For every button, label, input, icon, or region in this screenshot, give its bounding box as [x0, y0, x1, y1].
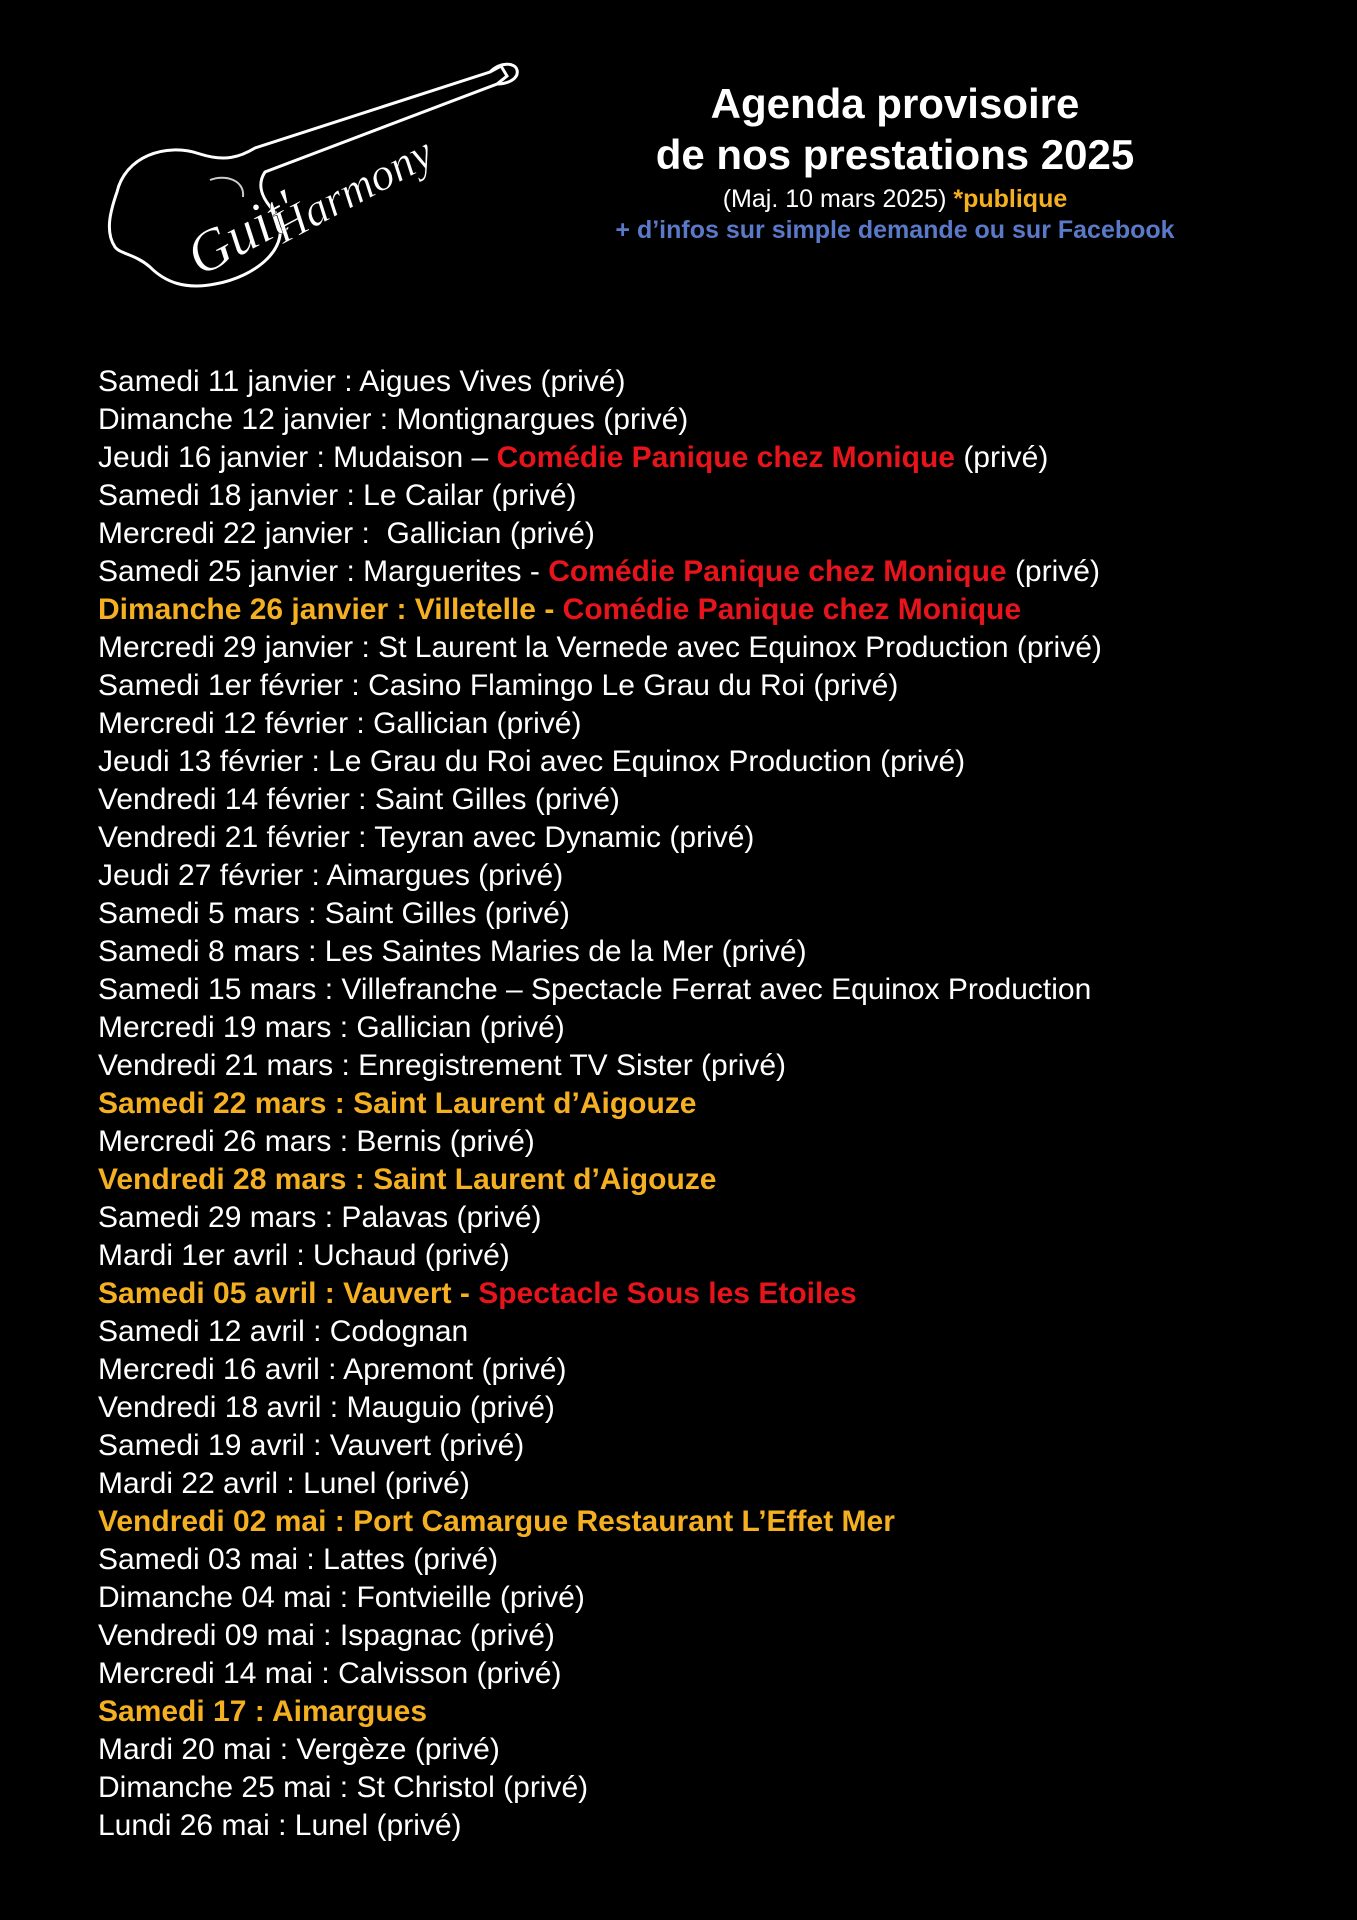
agenda-entry [98, 1579, 1338, 1617]
agenda-entry [98, 781, 1338, 819]
entry-text: Mercredi 26 mars : Bernis (privé) [98, 1125, 535, 1158]
agenda-entry-public [98, 1275, 1338, 1313]
entry-text: Samedi 18 janvier : Le Cailar (privé) [98, 479, 577, 512]
entry-text: Samedi 5 mars : Saint Gilles (privé) [98, 897, 570, 930]
agenda-entry [98, 553, 1338, 591]
agenda-entry [98, 1655, 1338, 1693]
entry-text: Samedi 05 avril : Vauvert - [98, 1277, 479, 1310]
agenda-list [98, 363, 1338, 1845]
entry-text: Jeudi 16 janvier : Mudaison – [98, 441, 497, 474]
entry-text: Samedi 29 mars : Palavas (privé) [98, 1201, 542, 1234]
entry-text: Vendredi 14 février : Saint Gilles (privé) [98, 783, 620, 816]
guitar-logo-icon [105, 62, 525, 312]
agenda-entry [98, 363, 1338, 401]
entry-text: Vendredi 21 février : Teyran avec Dynamic (privé) [98, 821, 755, 854]
agenda-entry [98, 819, 1338, 857]
entry-text: Samedi 19 avril : Vauvert (privé) [98, 1429, 525, 1462]
agenda-entry [98, 477, 1338, 515]
agenda-entry-public [98, 1693, 1338, 1731]
entry-text: Mercredi 16 avril : Apremont (privé) [98, 1353, 567, 1386]
entry-text: Mardi 22 avril : Lunel (privé) [98, 1467, 470, 1500]
agenda-entry [98, 933, 1338, 971]
agenda-entry [98, 1465, 1338, 1503]
entry-text: Mercredi 19 mars : Gallician (privé) [98, 1011, 565, 1044]
entry-text: Vendredi 28 mars : Saint Laurent d’Aigouze [98, 1163, 717, 1196]
agenda-entry [98, 1731, 1338, 1769]
agenda-entry [98, 1769, 1338, 1807]
entry-text: (privé) [1006, 555, 1100, 588]
agenda-entry [98, 667, 1338, 705]
entry-text: Mardi 1er avril : Uchaud (privé) [98, 1239, 510, 1272]
agenda-entry [98, 1807, 1338, 1845]
entry-text: Vendredi 02 mai : Port Camargue Restaurant L’Effet Mer [98, 1505, 895, 1538]
agenda-entry [98, 1123, 1338, 1161]
agenda-entry [98, 629, 1338, 667]
update-note [560, 184, 1230, 215]
entry-text: Dimanche 04 mai : Fontvieille (privé) [98, 1581, 585, 1614]
entry-text: Samedi 1er février : Casino Flamingo Le Grau du Roi (privé) [98, 669, 899, 702]
show-name: Comédie Panique chez Monique [562, 593, 1022, 626]
info-note: + d’infos sur simple demande ou sur Facebook [615, 216, 1175, 244]
agenda-entry [98, 401, 1338, 439]
entry-text: Samedi 15 mars : Villefranche – Spectacle Ferrat avec Equinox Production [98, 973, 1092, 1006]
agenda-entry [98, 1617, 1338, 1655]
show-name: Comédie Panique chez Monique [548, 555, 1007, 588]
entry-text: Mercredi 12 février : Gallician (privé) [98, 707, 582, 740]
agenda-entry [98, 1389, 1338, 1427]
entry-text: (privé) [954, 441, 1049, 474]
agenda-entry [98, 1047, 1338, 1085]
show-name: Spectacle Sous les Etoiles [478, 1277, 857, 1310]
entry-text: Samedi 11 janvier : Aigues Vives (privé) [98, 365, 626, 398]
entry-text: Mercredi 14 mai : Calvisson (privé) [98, 1657, 562, 1690]
entry-text: Mardi 20 mai : Vergèze (privé) [98, 1733, 500, 1766]
agenda-entry-public [98, 1161, 1338, 1199]
agenda-entry [98, 895, 1338, 933]
agenda-entry-public [98, 591, 1338, 629]
entry-text: Mercredi 29 janvier : St Laurent la Vernede avec Equinox Production (privé) [98, 631, 1102, 664]
logo-text-harmony: Harmony [263, 126, 442, 253]
agenda-entry [98, 1009, 1338, 1047]
entry-text: Vendredi 21 mars : Enregistrement TV Sister (privé) [98, 1049, 787, 1082]
entry-text: Vendredi 09 mai : Ispagnac (privé) [98, 1619, 555, 1652]
entry-text: Samedi 25 janvier : Marguerites - [98, 555, 549, 588]
agenda-entry-public [98, 1085, 1338, 1123]
entry-text: Dimanche 25 mai : St Christol (privé) [98, 1771, 589, 1804]
entry-text: Dimanche 26 janvier : Villetelle - [98, 593, 563, 626]
entry-text: Jeudi 13 février : Le Grau du Roi avec Equinox Production (privé) [98, 745, 966, 778]
page-title-line-2: de nos prestations 2025 [655, 131, 1135, 178]
entry-text: Samedi 22 mars : Saint Laurent d’Aigouze [98, 1087, 697, 1120]
entry-text: Samedi 03 mai : Lattes (privé) [98, 1543, 499, 1576]
entry-text: Vendredi 18 avril : Mauguio (privé) [98, 1391, 555, 1424]
agenda-entry [98, 1237, 1338, 1275]
entry-text: Jeudi 27 février : Aimargues (privé) [98, 859, 564, 892]
logo-text-guit: Guit' [175, 176, 309, 289]
entry-text: Mercredi 22 janvier : Gallician (privé) [98, 517, 595, 550]
agenda-entry [98, 515, 1338, 553]
agenda-entry [98, 971, 1338, 1009]
public-legend: *publique [953, 185, 1068, 213]
show-name: Comédie Panique chez Monique [496, 441, 955, 474]
agenda-entry [98, 705, 1338, 743]
entry-text: Lundi 26 mai : Lunel (privé) [98, 1809, 462, 1842]
guitharmony-logo [105, 62, 525, 312]
agenda-entry [98, 1199, 1338, 1237]
entry-text: Samedi 8 mars : Les Saintes Maries de la Mer (privé) [98, 935, 807, 968]
agenda-entry [98, 857, 1338, 895]
page-title-line-1: Agenda provisoire [710, 80, 1080, 127]
agenda-entry-public [98, 1503, 1338, 1541]
agenda-entry [98, 1541, 1338, 1579]
entry-text: Samedi 12 avril : Codognan [98, 1315, 469, 1348]
update-date-text: (Maj. 10 mars 2025) [722, 185, 954, 213]
agenda-entry [98, 439, 1338, 477]
agenda-entry [98, 1427, 1338, 1465]
entry-text: Samedi 17 : Aimargues [98, 1695, 428, 1728]
page-header [560, 78, 1230, 246]
entry-text: Dimanche 12 janvier : Montignargues (privé) [98, 403, 689, 436]
agenda-entry [98, 1313, 1338, 1351]
agenda-entry [98, 1351, 1338, 1389]
agenda-entry [98, 743, 1338, 781]
